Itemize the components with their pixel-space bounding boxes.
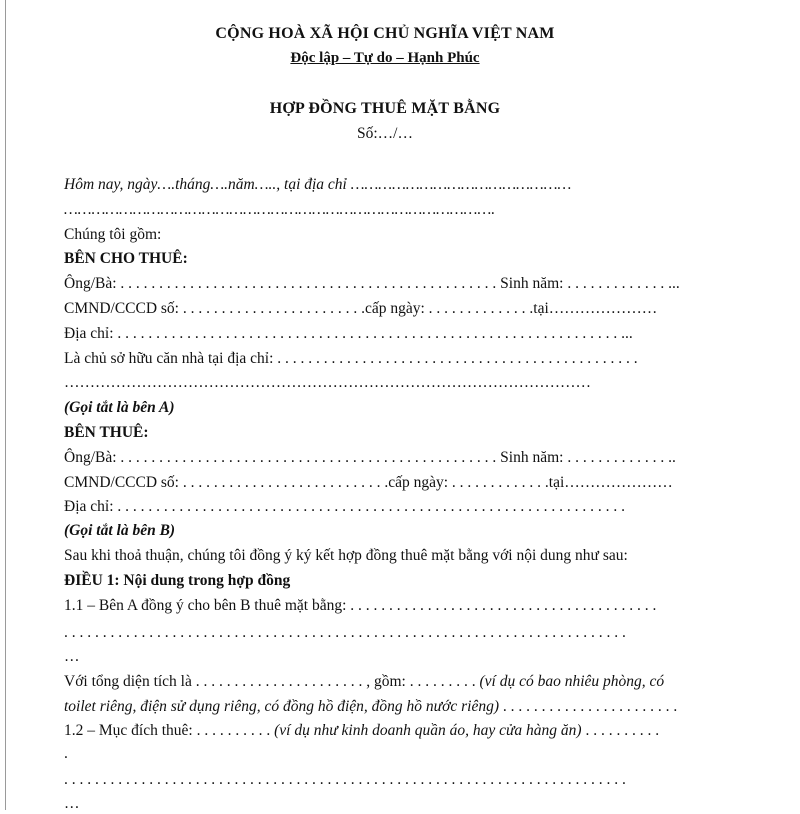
nation-header: CỘNG HOÀ XÃ HỘI CHỦ NGHĨA VIỆT NAM <box>215 25 555 42</box>
area-line-cont <box>64 697 677 717</box>
clause-1-2-hint: (ví dụ như kinh doanh quần áo, hay cửa hàng ăn) <box>274 722 582 739</box>
clause-1-2-end: … <box>64 795 80 812</box>
contract-number: Số:…/… <box>357 125 413 142</box>
party-a-name-line: Ông/Bà: . . . . . . . . . . . . . . . . . . . . . . . . . . . . . . . . . . . . . . . . . . . . . . . . . Sinh năm: . . . . . . . . . . . . . ... <box>64 275 680 292</box>
parties-intro: Chúng tôi gồm: <box>64 226 162 243</box>
area-hint: (ví dụ có bao nhiêu phòng, có <box>479 673 665 690</box>
party-b-name-line: Ông/Bà: . . . . . . . . . . . . . . . . . . . . . . . . . . . . . . . . . . . . . . . . . . . . . . . . . Sinh năm: . . . . . . . . . . . . . .. <box>64 449 676 466</box>
clause-1-2-end-dots: . . . . . . . . . . <box>585 722 660 739</box>
party-b-address-line: Địa chỉ: . . . . . . . . . . . . . . . . . . . . . . . . . . . . . . . . . . . . . . . . . . . . . . . . . . . . . . . . . . . . . . . . . . <box>64 498 625 515</box>
clause-1-1: 1.1 – Bên A đồng ý cho bên B thuê mặt bằng: . . . . . . . . . . . . . . . . . . . . . . . . . . . . . . . . . . . . . . . . <box>64 597 657 614</box>
party-a-owner-line: Là chủ sở hữu căn nhà tại địa chỉ: . . . . . . . . . . . . . . . . . . . . . . . . . . . . . . . . . . . . . . . . . . . . . . . <box>64 350 638 367</box>
party-a-id-line: CMND/CCCD số: . . . . . . . . . . . . . . . . . . . . . . . .cấp ngày: . . . . . . . . . . . . . .tại………………… <box>64 300 658 317</box>
clause-1-2 <box>64 721 659 741</box>
motto: Độc lập – Tự do – Hạnh Phúc <box>290 50 480 66</box>
contract-title: HỢP ĐỒNG THUÊ MẶT BẰNG <box>269 100 501 117</box>
date-line-cont: …………………………………………………………………………………. <box>64 201 496 218</box>
agreement-intro: Sau khi thoả thuận, chúng tôi đồng ý ký kết hợp đồng thuê mặt bằng với nội dung như sau: <box>64 547 628 564</box>
article1-heading: ĐIỀU 1: Nội dung trong hợp đồng <box>64 572 291 589</box>
party-a-address-line: Địa chỉ: . . . . . . . . . . . . . . . . . . . . . . . . . . . . . . . . . . . . . . . . . . . . . . . . . . . . . . . . . . . . . . . . . ... <box>64 325 633 342</box>
clause-1-2-prefix: 1.2 – Mục đích thuê: . . . . . . . . . . <box>64 722 271 739</box>
clause-1-1-cont: . . . . . . . . . . . . . . . . . . . . . . . . . . . . . . . . . . . . . . . . . . . . . . . . . . . . . . . . . . . . . . . . . . . . . . . . . <box>64 624 626 641</box>
area-line <box>64 672 664 692</box>
party-b-id-line: CMND/CCCD số: . . . . . . . . . . . . . . . . . . . . . . . . . . .cấp ngày: . . . . . . . . . . . . .tại………………… <box>64 474 673 491</box>
party-b-heading: BÊN THUÊ: <box>64 424 149 441</box>
clause-1-2-cont: . . . . . . . . . . . . . . . . . . . . . . . . . . . . . . . . . . . . . . . . . . . . . . . . . . . . . . . . . . . . . . . . . . . . . . . . . <box>64 771 626 788</box>
date-line: Hôm nay, ngày….tháng….năm….., tại địa chỉ ………………………………………… <box>64 176 572 193</box>
party-a-heading: BÊN CHO THUÊ: <box>64 250 188 267</box>
party-a-owner-line-cont: ………………………………………………………………………………………… <box>64 374 591 391</box>
area-prefix: Với tổng diện tích là . . . . . . . . . . . . . . . . . . . . . . , gồm: . . . . . . . . . <box>64 673 476 690</box>
party-a-alias: (Gọi tắt là bên A) <box>64 399 175 416</box>
party-b-alias: (Gọi tắt là bên B) <box>64 522 176 539</box>
clause-1-1-end: … <box>64 648 80 665</box>
area-end-dots: . . . . . . . . . . . . . . . . . . . . . . . <box>502 698 678 715</box>
clause-1-2-dot: . <box>64 745 68 762</box>
area-hint-cont: toilet riêng, điện sử dụng riêng, có đồng hồ điện, đồng hồ nước riêng) <box>64 698 500 715</box>
